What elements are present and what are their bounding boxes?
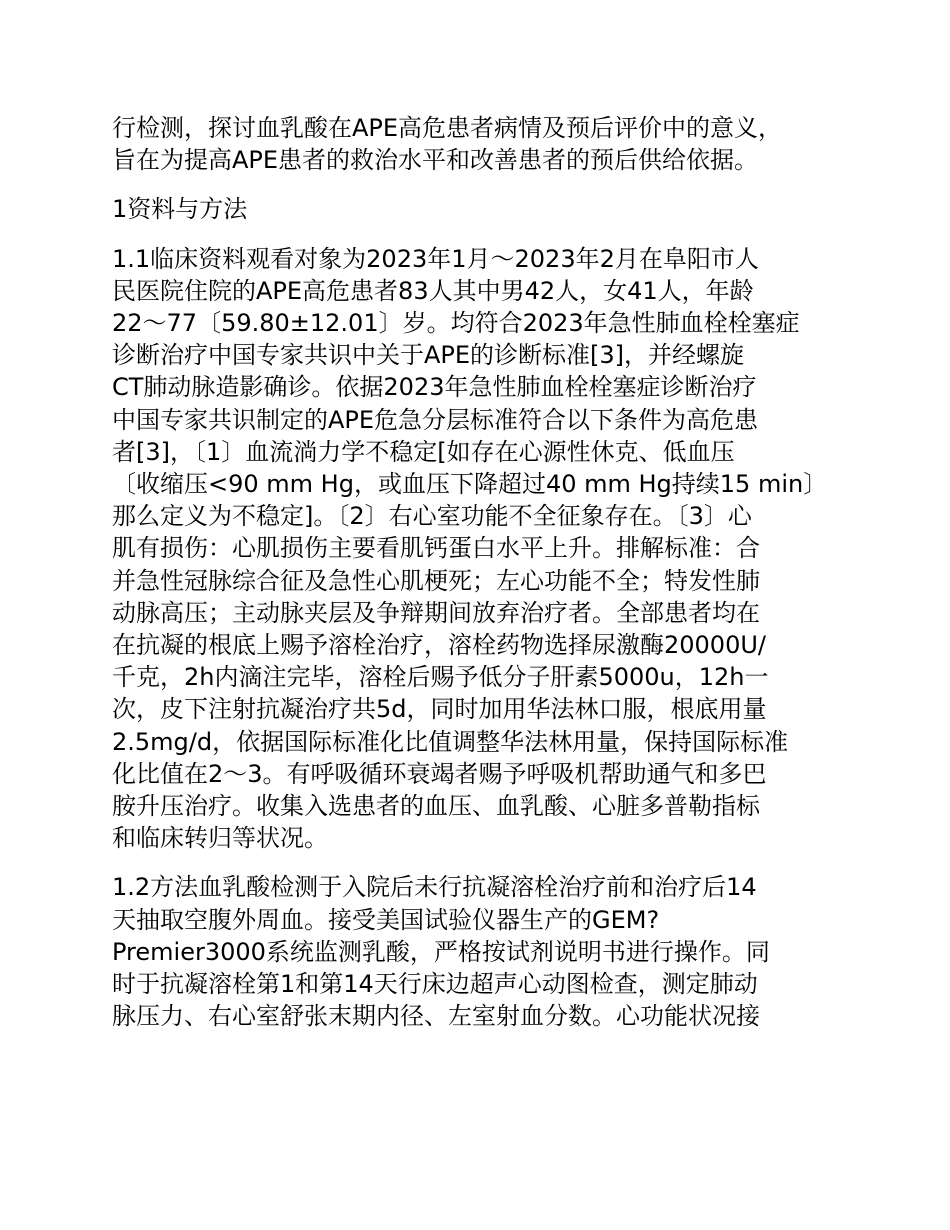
clinical-data-paragraph: 1.1临床资料观看对象为2023年1月～2023年2月在阜阳市人 民医院住院的APE高危患者83人其中男42人，女41人，年龄 22～77〔59.80±12.01〕岁。均符合2023年急性肺血栓栓塞症 诊断治疗中国专家共识中关于APE的诊断标准[3]，并经螺旋 CT肺动脉造影确诊。依据2023年急性肺血栓栓塞症诊断治疗 中国专家共识制定的APE危急分层标准符合以下条件为高危患 者[3]，〔1〕血流淌力学不稳定[如存在心源性休克、低血压 〔收缩压<90 mm Hg，或血压下降超过40 mm Hg持续15 min〕 那么定义为不稳定]。〔2〕右心室功能不全征象存在。〔3〕心 肌有损伤：心肌损伤主要看肌钙蛋白水平上升。排解标准：合 并急性冠脉综合征及急性心肌梗死；左心功能不全；特发性肺 动脉高压；主动脉夹层及争辩期间放弃治疗者。全部患者均在 在抗凝的根底上赐予溶栓治疗，溶栓药物选择尿激酶20000U/ 千克，2h内滴注完毕，溶栓后赐予低分子肝素5000u，12h一 次，皮下注射抗凝治疗共5d，同时加用华法林口服，根底用量 2.5mg/d，依据国际标准化比值调整华法林用量，保持国际标准 化比值在2～3。有呼吸循环衰竭者赐予呼吸机帮助通气和多巴 胺升压治疗。收集入选患者的血压、血乳酸、心脏多普勒指标 和临床转归等状况。 [112, 244, 828, 853]
methods-paragraph: 1.2方法血乳酸检测于入院后未行抗凝溶栓治疗前和治疗后14 天抽取空腹外周血。接受美国试验仪器生产的GEM? Premier3000系统监测乳酸，严格按试剂说明书进行操作。同 时于抗凝溶栓第1和第14天行床边超声心动图检查，测定肺动 脉压力、右心室舒张末期内径、左室射血分数。心功能状况接 [112, 873, 770, 1031]
document-page [112, 112, 842, 1049]
intro-paragraph: 行检测，探讨血乳酸在APE高危患者病情及预后评价中的意义， 旨在为提高APE患者的救治水平和改善患者的预后供给依据。 [112, 114, 783, 175]
section-heading: 1资料与方法 [112, 195, 248, 224]
